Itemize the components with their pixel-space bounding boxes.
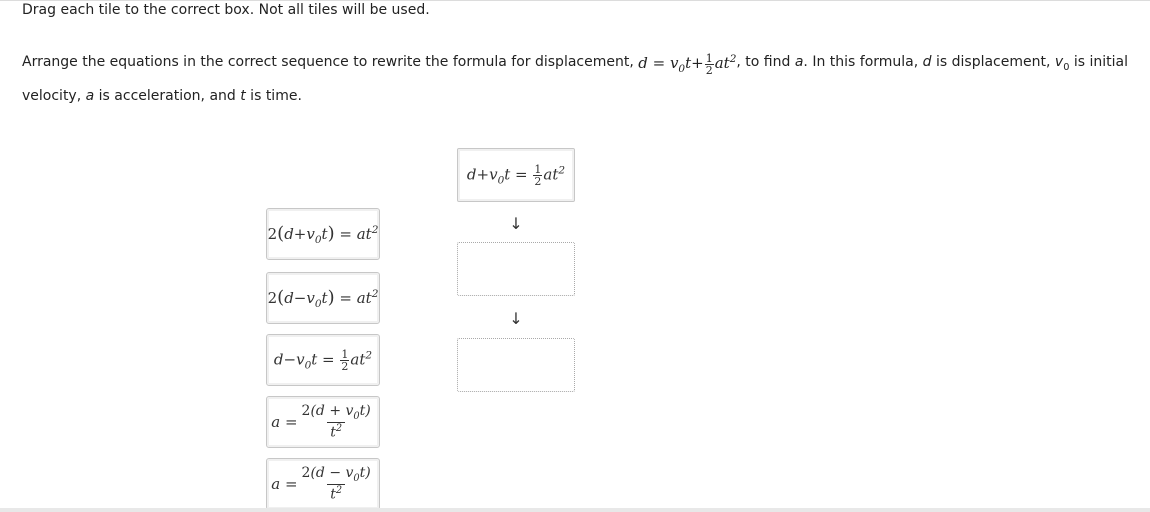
tile-a-eq-2-d-plus-v0t-over-t2[interactable]: a = $\frac{2(d + v_0t)}{t^2}$ xyxy=(266,396,380,448)
sequence-step-1: $d+v_0t$ = $\frac{1}{2}$ $at^2$ xyxy=(457,148,575,202)
displacement-formula: $d = v_0t+$ $\frac{1}{2}$ $at^2$ xyxy=(638,51,737,77)
bottom-divider xyxy=(0,508,1150,512)
question-prompt: Arrange the equations in the correct sequence to rewrite the formula for displacement, $d = v_0t+$ $\frac{1}{2}$ $at^2$, to find a. In this formula, d is displacement, $v_0$ is initial velocity, a is acceleration, and t is time. xyxy=(22,51,1129,104)
drop-box-step-3[interactable] xyxy=(457,338,575,392)
tile-2-d-plus-v0t-eq-at2[interactable]: $2(d+v_0t) = at^2$ xyxy=(266,208,380,260)
prompt-text-1: Arrange the equations in the correct sequence to rewrite the formula for displacement, xyxy=(22,54,639,70)
fraction-half: $\frac{1}{2}$ xyxy=(705,51,713,77)
down-arrow-icon: ↓ xyxy=(509,309,523,328)
drop-box-step-2[interactable] xyxy=(457,242,575,296)
instruction-text: Drag each tile to the correct box. Not all tiles will be used. xyxy=(22,2,430,18)
down-arrow-icon: ↓ xyxy=(509,214,523,233)
tile-2-d-minus-v0t-eq-at2[interactable]: $2(d-v_0t) = at^2$ xyxy=(266,272,380,324)
tile-a-eq-2-d-minus-v0t-over-t2[interactable]: a = $\frac{2(d - v_0t)}{t^2}$ xyxy=(266,458,380,510)
tile-d-minus-v0t-eq-half-at2[interactable]: $d-v_0t$ = $\frac{1}{2}$ $at^2$ xyxy=(266,334,380,386)
top-divider xyxy=(0,0,1150,1)
